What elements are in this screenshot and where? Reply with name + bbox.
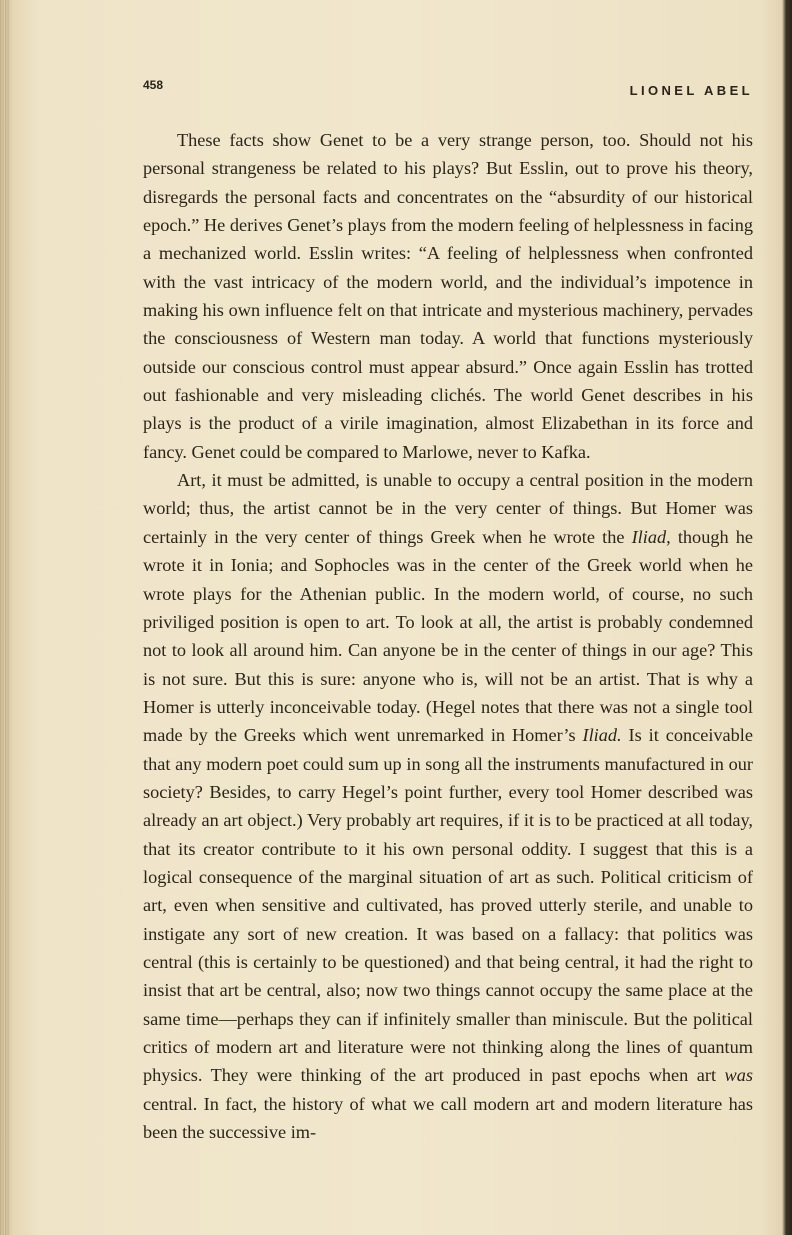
body-text	[143, 126, 753, 1146]
text-run: Is it conceivable that any modern poet could sum up in song all the instruments manufactured in our society? Besides, to carry Hegel’s point further, every tool Homer described was already an art object.) Very probably art requires, if it is to be practiced at all today, that its creator contribute to it his own personal oddity. I suggest that this is a logical consequence of the marginal situation of art as such. Political criticism of art, even when sensitive and cultivated, has proved utterly sterile, and unable to instigate any sort of new creation. It was based on a fallacy: that politics was central (this is certainly to be questioned) and that being central, it had the right to insist that art be central, also; now two things cannot occupy the same place at the same time—perhaps they can if infinitely smaller than miniscule. But the political critics of modern art and literature were not thinking along the lines of quantum physics. They were thinking of the art produced in past epochs when art	[143, 725, 753, 1086]
emphasis-was: was	[724, 1065, 753, 1086]
book-title-iliad: Iliad.	[582, 725, 622, 746]
book-title-iliad: Iliad,	[631, 526, 671, 547]
paragraph-1	[143, 126, 753, 466]
text-run: central. In fact, the history of what we call modern art and modern literature has been the successive im-	[143, 1093, 753, 1143]
text-run: These facts show Genet to be a very strange person, too. Should not his personal strangeness be related to his plays? But Esslin, out to prove his theory, disregards the personal facts and concentrates on the “absurdity of our historical epoch.” He derives Genet’s plays from the modern feeling of helplessness in facing a mechanized world. Esslin writes: “A feeling of helplessness when confronted with the vast intricacy of the modern world, and the individual’s impotence in making his own influence felt on that intricate and mysterious machinery, pervades the consciousness of Western man today. A world that functions mysteriously outside our conscious control must appear absurd.” Once again Esslin has trotted out fashionable and very misleading clichés. The world Genet describes in his plays is the product of a virile imagination, almost Elizabethan in its force and fancy. Genet could be compared to Marlowe, never to Kafka.	[143, 130, 753, 462]
text-run: though he wrote it in Ionia; and Sophocles was in the center of the Greek world when he wrote plays for the Athenian public. In the modern world, of course, no such priviliged position is open to art. To look at all, the artist is probably condemned not to look all around him. Can anyone be in the center of things in our age? This is not sure. But this is sure: anyone who is, will not be an artist. That is why a Homer is utterly inconceivable today. (Hegel notes that there was not a single tool made by the Greeks which went unremarked in Homer’s	[143, 526, 753, 746]
page-header	[143, 78, 753, 100]
page-number: 458	[143, 78, 164, 92]
page-gutter	[0, 0, 10, 1235]
paragraph-2	[143, 466, 753, 1146]
running-head: LIONEL ABEL	[629, 83, 753, 98]
text-run: Art, it must be admitted, is unable to occupy a central position in the modern world; thus, the artist cannot be in the very center of things. But Homer was certainly in the very center of things Greek when he wrote the	[143, 470, 753, 547]
